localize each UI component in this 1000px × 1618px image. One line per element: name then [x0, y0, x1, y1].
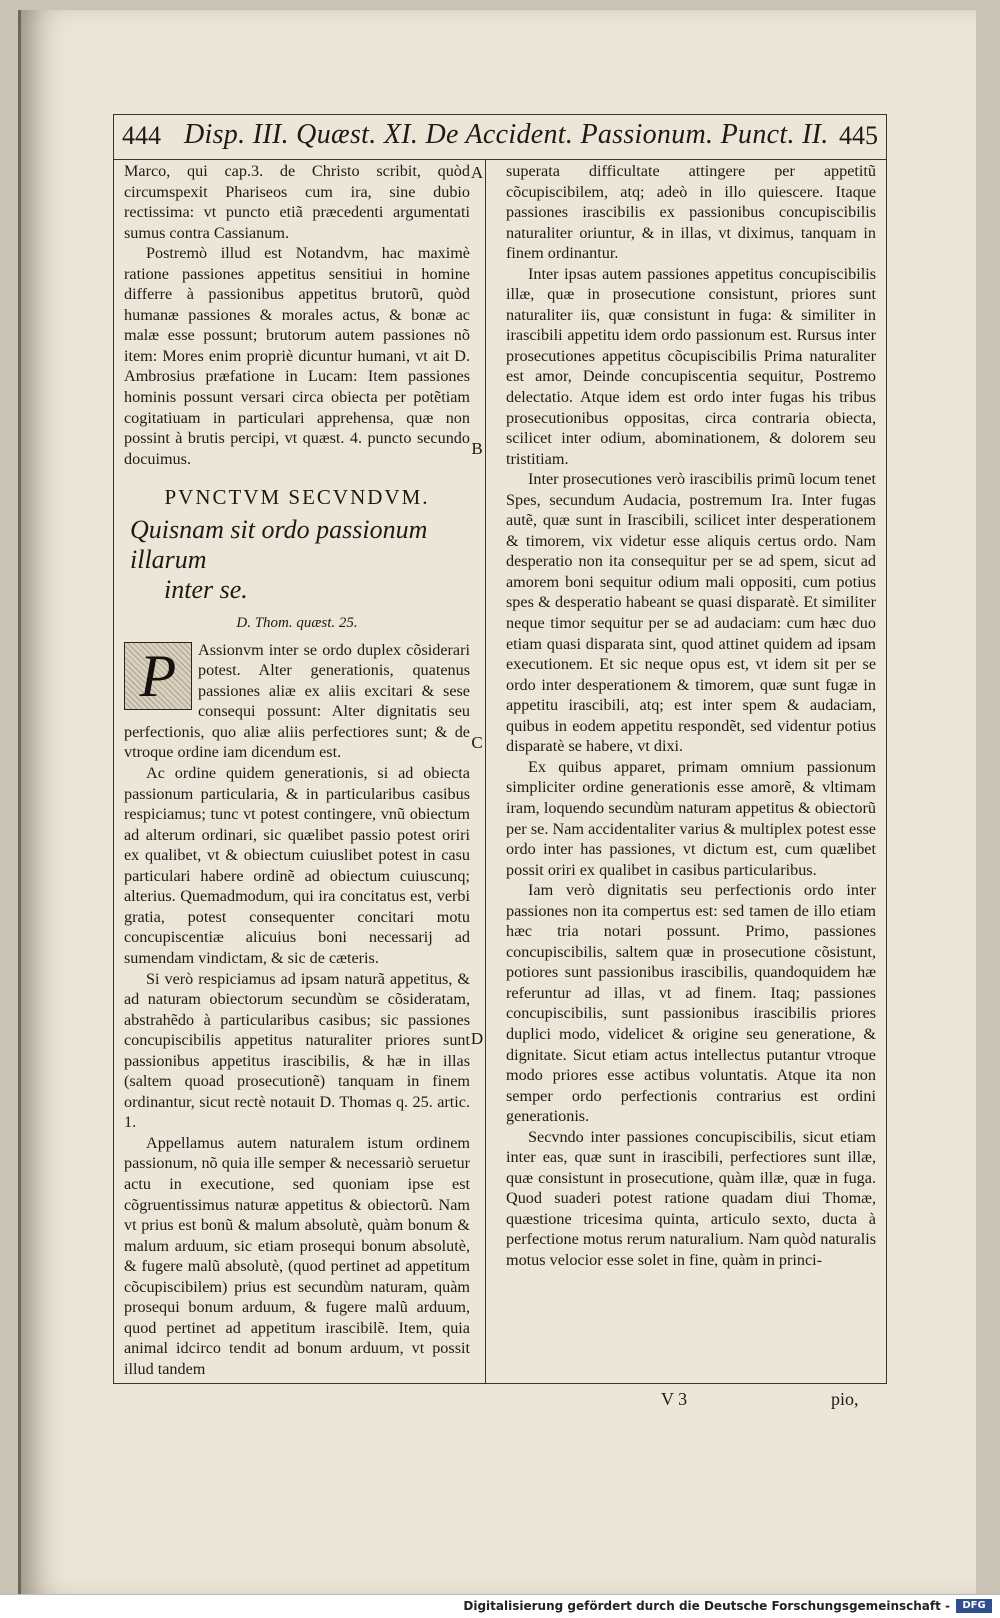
- right-paragraph-5: Iam verò dignitatis seu perfectionis ordo inter passiones non ita compertus est: sed tamen de illo etiam hæc tria notari possunt. Primo, passiones concupiscibilis, saltem quæ in prosecutione cõsistunt, potiores sunt passionibus irascibilis, quandoquidem hæ referuntur ad illas, vt ad finem. Itaq; passiones concupiscibilis, sunt passionibus irascibilis priores duplici modo, videlicet & origine seu generatione, & dignitate. Sicut etiam actus intellectus putantur vtroque modo priores esse actibus voluntatis. Atque ita non semper ordo perfectionis contrarius est ordini generationis.: [506, 881, 876, 1126]
- section-subtitle: [130, 515, 470, 605]
- page-number-right: 445: [839, 121, 878, 150]
- section-subtitle-line-1: Quisnam sit ordo passionum illarum: [130, 515, 428, 575]
- initial-paragraph: [124, 640, 470, 763]
- right-paragraph-6: Secvndo inter passiones concupiscibilis, sicut etiam inter eas, quæ sunt in irascibili, perfectiores sunt illæ, quæ consistunt in prosecutione, quàm illæ, quæ in fuga. Quod suaderi potest ratione quadam diui Thomæ, quæstione tricesima quinta, articulo sexto, ducta à perfectione motus rerum naturalium. Nam quòd naturalis motus velocior esse solet in fine, quàm in princi-: [506, 1127, 876, 1269]
- left-paragraph-2: Postremò illud est Notandvm, hac maximè ratione passiones appetitus sensitiui in homine differre à passionibus appetitus brutorũ, quòd humanæ passiones & morales actus, & bonæ ac malæ esse possunt; brutorum autem passiones nõ item: Mores enim propriè dicuntur humani, vt ait D. Ambrosius præfatione in Lucam: Item passiones hominis possunt versari circa obiecta per potẽtiam cogitatiuam in particulari apprehensa, quæ non possint à brutis percipi, vt quæst. 4. puncto secundo docuimus.: [124, 244, 470, 468]
- margin-letter-a: A: [470, 163, 484, 182]
- running-title: Disp. III. Quæst. XI. De Accident. Passionum. Punct. II.: [184, 119, 829, 150]
- decorated-initial: P: [124, 642, 192, 710]
- section-title: PVNCTVM SECVNDVM.: [164, 485, 430, 510]
- margin-letter-b: B: [471, 439, 483, 458]
- digitization-footer: [0, 1594, 1000, 1618]
- margin-letter-c: C: [471, 733, 483, 752]
- margin-letter-d: D: [470, 1029, 484, 1048]
- left-column: [124, 161, 470, 1379]
- running-head: [114, 115, 886, 160]
- funding-notice: Digitalisierung gefördert durch die Deutsche Forschungsgemeinschaft -: [463, 1599, 950, 1613]
- text-frame: [113, 114, 887, 1384]
- section-reference: D. Thom. quæst. 25.: [236, 615, 358, 632]
- right-paragraph-4: Ex quibus apparet, primam omnium passionum simpliciter ordine generationis esse amorẽ, & vltimam iram, loquendo secundùm naturam appetitus & obiectorũ per se. Nam accidentaliter varius & multiplex potest esse ordo inter has passiones, vt dictum est, cum quælibet possit oriri ex qualibet in casibus particularibus.: [506, 757, 876, 879]
- page-number-left: 444: [122, 121, 161, 150]
- left-paragraph-5: Si verò respiciamus ad ipsam naturã appetitus, & ad naturam obiectorum secundùm se cõsideratam, abstrahẽdo à particularibus casibus; sic passiones concupiscibilis appetitus naturaliter priores sunt passionibus appetitus irascibilis, & hæ in illas (saltem quoad prosecutionẽ) tanquam in finem ordinantur, sicut rectè notauit D. Thomas q. 25. artic. 1.: [124, 969, 470, 1132]
- signature-mark: V 3: [661, 1389, 688, 1409]
- catchword: pio,: [831, 1389, 859, 1409]
- dfg-logo-icon: DFG: [956, 1599, 992, 1613]
- left-paragraph-3: Assionvm inter se ordo duplex cõsiderari potest. Alter generationis, quatenus passiones aliæ ex aliis excitari & sese consequi possunt: Alter dignitatis seu perfectionis, quo aliæ aliis perfectiores sunt; & de vtroque ordine iam dicendum est.: [124, 640, 470, 762]
- column-divider: [485, 159, 486, 1383]
- right-paragraph-3: Inter prosecutiones verò irascibilis primũ locum tenet Spes, secundum Audacia, postremum Ira. Inter fugas autẽ, quæ sunt in Irascibili, scilicet inter desperationem & timorem, vix videtur esse aliquis certus ordo. Nam desperatio non ita consequitur per se ad spem, sicut ad amorem boni sequitur odium mali oppositi, cum potius spes & desperatio habeant se quasi disparatè. Et similiter neque timor sequitur per se ad audaciam: cum hæc duo etiam quasi disparata sint, quod attinet quidem ad ipsam executionem. Et sic neque opus est, vt idem sit per se ordo inter desperationem & timorem, quæ sunt fugæ in appetitu irascibili, atq; est inter spem & audaciam, quibus in eodem appetitu respondẽt, sed videntur potius disparatè se habere, vt dixi.: [506, 470, 876, 756]
- section-subtitle-line-2: inter se.: [164, 575, 248, 605]
- right-paragraph-1: superata difficultate attingere per appetitũ cõcupiscibilem, atq; adeò in illo quiescere. Itaque passiones irascibilis ex passionibus concupiscibilis naturaliter oriuntur, & in illas, vt diximus, tanquam in finem ordinantur.: [506, 162, 876, 263]
- right-column: [506, 161, 876, 1379]
- book-page: [18, 10, 976, 1595]
- left-paragraph-6: Appellamus autem naturalem istum ordinem passionum, nõ quia ille semper & necessariò seruetur actu in executione, sed quoniam ipse est cõgruentissimus naturæ appetitus & obiectorũ. Nam vt prius est bonũ & malum absolutè, quàm bonum & malum arduum, sic etiam prosequi bonum absolutè, & fugere malũ absolutè, (quod pertinet ad appetitum cõcupiscibilem) prius est secundùm naturam, quàm prosequi bonum arduum, & fugere malũ arduum, quod pertinet ad appetitum irascibilẽ. Item, quia animal idcirco tendit ad bonum arduum, vt possit illud tandem: [124, 1133, 470, 1378]
- left-paragraph-4: Ac ordine quidem generationis, si ad obiecta passionum particularia, & in particularibus casibus respiciamus; tunc vt potest contingere, vnũ obiectum ad alterum ordinari, sic quælibet passio potest oriri ex qualibet, vt & obiectum cuiuslibet potest in casu particulari habere ordinẽ ad obiectum cuiuscunq; alterius. Quemadmodum, qui ira concitatus est, verbi gratia, potest consequenter concitari motu concupiscentiæ alicuius boni necessarij ad sumendam vindictam, & sic de cæteris.: [124, 764, 470, 967]
- right-paragraph-2: Inter ipsas autem passiones appetitus concupiscibilis illæ, quæ in prosecutione consistunt, priores sunt naturaliter iis, quæ consistunt in fuga: & similiter in irascibili appetitu idem ordo passionum est. Rursus inter prosecutiones appetitus cõcupiscibilis Prima naturaliter est amor, Deinde concupiscentia sequitur, Postremo delectatio. Atque idem est ordo inter fugas his tribus prosecutionibus oppositas, circa contraria obiecta, scilicet inter odium, abominationem, & dolorem seu tristitiam.: [506, 264, 876, 468]
- left-paragraph-1: Marco, qui cap.3. de Christo scribit, quòd circumspexit Phariseos cum ira, sine dubio rectissima: vt puncto etiã præcedenti argumentati sumus contra Cassianum.: [124, 162, 470, 242]
